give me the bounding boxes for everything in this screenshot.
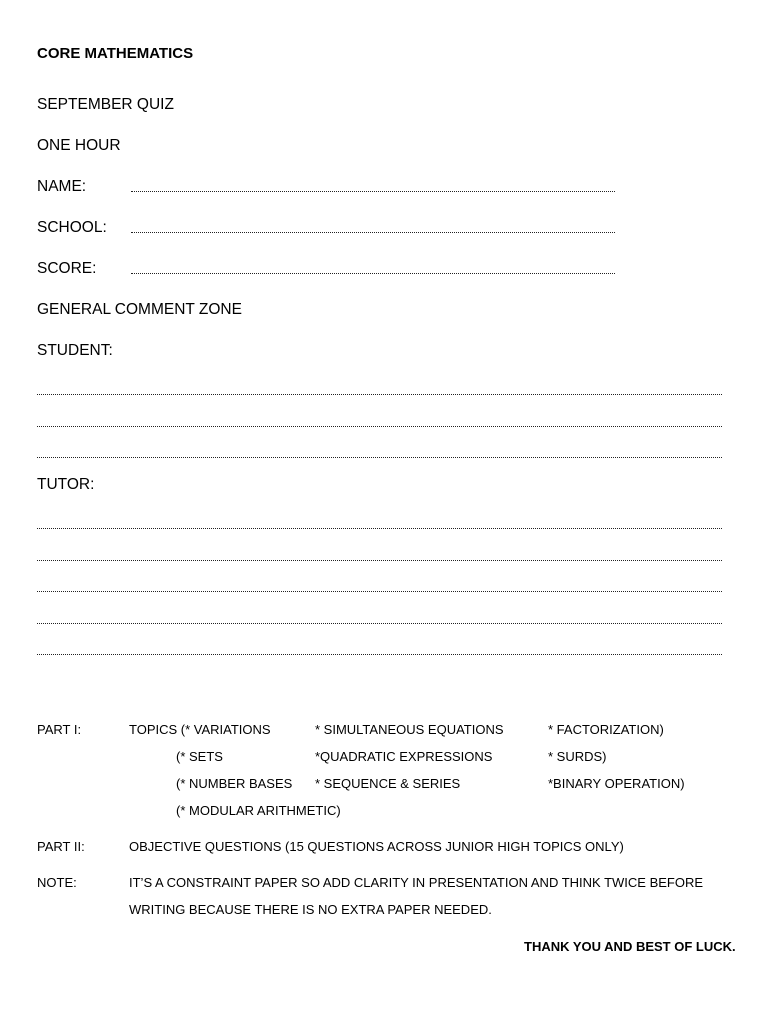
school-answer-line[interactable]: [131, 232, 615, 233]
topic-sequence-series: * SEQUENCE & SERIES: [315, 776, 461, 791]
school-label: SCHOOL:: [37, 219, 107, 236]
part-one-label: PART I:: [37, 722, 82, 737]
student-comment-line[interactable]: [37, 457, 722, 458]
topic-simultaneous-equations: * SIMULTANEOUS EQUATIONS: [315, 722, 504, 737]
student-comment-line[interactable]: [37, 426, 722, 427]
student-comment-label: STUDENT:: [37, 342, 113, 359]
topic-binary-operation: *BINARY OPERATION): [548, 776, 685, 791]
quiz-duration: ONE HOUR: [37, 137, 121, 154]
note-label: NOTE:: [37, 875, 77, 890]
comment-zone-heading: GENERAL COMMENT ZONE: [37, 301, 242, 318]
topic-factorization: * FACTORIZATION): [548, 722, 664, 737]
tutor-comment-line[interactable]: [37, 528, 722, 529]
closing-message: THANK YOU AND BEST OF LUCK.: [524, 939, 736, 954]
name-label: NAME:: [37, 178, 87, 195]
part-two-label: PART II:: [37, 839, 85, 854]
topics-variations: TOPICS (* VARIATIONS: [129, 722, 271, 737]
topic-quadratic-expressions: *QUADRATIC EXPRESSIONS: [315, 749, 493, 764]
tutor-comment-line[interactable]: [37, 560, 722, 561]
topic-number-bases: (* NUMBER BASES: [176, 776, 293, 791]
note-text-line-2: WRITING BECAUSE THERE IS NO EXTRA PAPER NEEDED.: [129, 902, 492, 917]
quiz-name: SEPTEMBER QUIZ: [37, 96, 174, 113]
part-two-description: OBJECTIVE QUESTIONS (15 QUESTIONS ACROSS JUNIOR HIGH TOPICS ONLY): [129, 839, 624, 854]
score-label: SCORE:: [37, 260, 97, 277]
note-text-line-1: IT’S A CONSTRAINT PAPER SO ADD CLARITY IN PRESENTATION AND THINK TWICE BEFORE: [129, 875, 704, 890]
topic-surds: * SURDS): [548, 749, 607, 764]
student-comment-line[interactable]: [37, 394, 722, 395]
tutor-comment-line[interactable]: [37, 591, 722, 592]
tutor-comment-line[interactable]: [37, 623, 722, 624]
name-answer-line[interactable]: [131, 191, 615, 192]
score-answer-line[interactable]: [131, 273, 615, 274]
document-title: CORE MATHEMATICS: [37, 45, 194, 62]
tutor-comment-line[interactable]: [37, 654, 722, 655]
topic-sets: (* SETS: [176, 749, 223, 764]
tutor-comment-label: TUTOR:: [37, 476, 95, 493]
topic-modular-arithmetic: (* MODULAR ARITHMETIC): [176, 803, 341, 818]
